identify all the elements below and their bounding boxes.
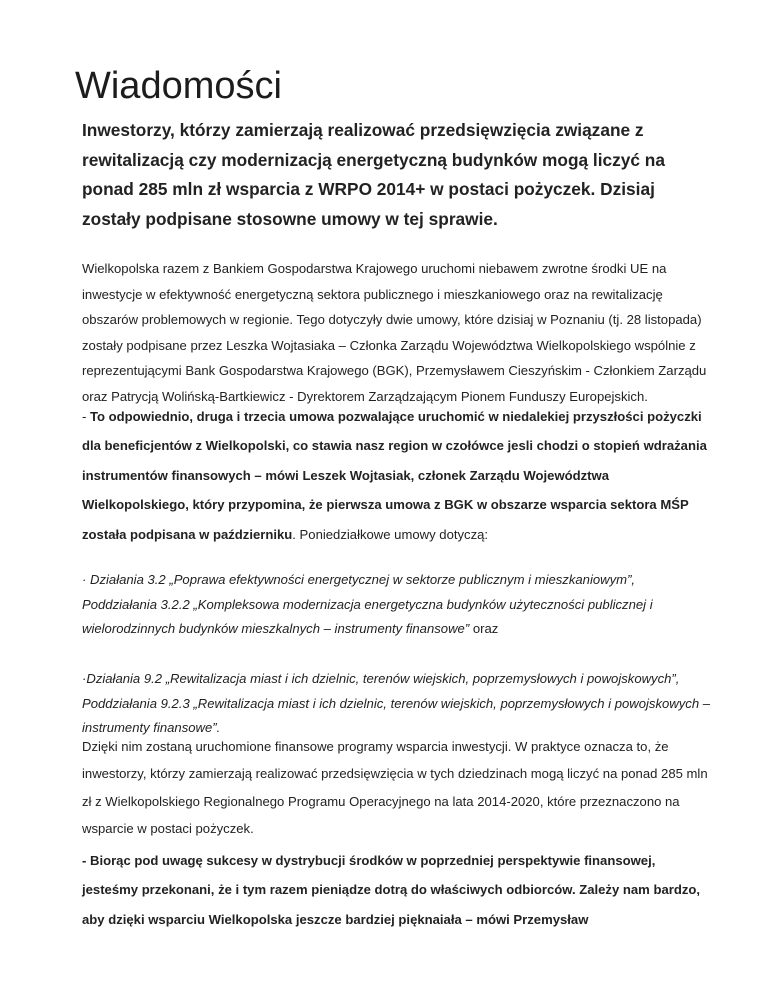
body-paragraph-1: Wielkopolska razem z Bankiem Gospodarstwa Krajowego uruchomi niebawem zwrotne środki UE na inwestycje w efektywność energetyczną sektora publicznego i mieszkaniowego oraz na rewitalizację obszarów problemowych w regionie. Tego dotyczyły dwie umowy, które dzisiaj w Poznaniu (tj. 28 listopada) zostały podpisane przez Leszka Wojtasiaka – Członka Zarządu Województwa Wielkopolskiego wspólnie z reprezentującymi Bank Gospodarstwa Krajowego (BGK), Przemysławem Cieszyńskim - Członkiem Zarządu oraz Patrycją Wolińską-Bartkiewicz - Dyrektorem Zarządzającym Pionem Funduszy Europejskich.	[82, 261, 707, 404]
list-item-tail: oraz	[469, 621, 499, 636]
quote-dash: -	[82, 409, 90, 424]
quote-bold-text-2: - Biorąc pod uwagę sukcesy w dystrybucji środków w poprzedniej perspektywie finansowej, jesteśmy przekonani, że i tym razem pieniądze dotrą do właściwych odbiorców. Zależy nam bardzo, aby dzięki wsparciu Wielkopolska jeszcze bardziej pięknaiała – mówi Przemysław	[82, 853, 701, 927]
list-item-action-9-2: ·Działania 9.2 „Rewitalizacja miast i ich dzielnic, terenów wiejskich, poprzemysłowych i powojskowych”, Poddziałania 9.2.3 „Rewitalizacja miast i ich dzielnic, terenów wiejskich, poprzemysłowych i powojskowych – instrumenty finansowe”.	[82, 671, 711, 735]
quote-bold-text: To odpowiednio, druga i trzecia umowa pozwalające uruchomić w niedalekiej przyszłości pożyczki dla beneficjentów z Wielkopolski, co stawia nasz region w czołówce jesli chodzi o stopień wdrażania instrumentów finansowych – mówi Leszek Wojtasiak, członek Zarządu Województwa Wielkopolskiego, który przypomina, że pierwsza umowa z BGK w obszarze wsparcia sektora MŚP została podpisana w październiku	[82, 409, 707, 542]
quote-tail-text: . Poniedziałkowe umowy dotyczą:	[292, 526, 489, 542]
quote-paragraph-wojtasiak	[82, 402, 712, 549]
list-item-action-3-2	[82, 568, 712, 642]
page-title: Wiadomości	[75, 65, 282, 107]
body-paragraph-2: Dzięki nim zostaną uruchomione finansowe programy wsparcia inwestycji. W praktyce oznacza to, że inwestorzy, którzy zamierzają realizować przedsięwzięcia w tych dziedzinach mogą liczyć na ponad 285 mln zł z Wielkopolskiego Regionalnego Programu Operacyjnego na lata 2014-2020, które przeznaczono na wsparcie w postaci pożyczek.	[82, 739, 708, 836]
list-item-text: · Działania 3.2 „Poprawa efektywności energetycznej w sektorze publicznym i mieszkaniowym”, Poddziałania 3.2.2 „Kompleksowa modernizacja energetyczna budynków użyteczności publicznej i wielorodzinnych budynków mieszkalnych – instrumenty finansowe”	[82, 572, 653, 636]
quote-paragraph-cieszynski	[82, 846, 712, 934]
lead-paragraph: Inwestorzy, którzy zamierzają realizować przedsięwzięcia związane z rewitalizacją czy modernizacją energetyczną budynków mogą liczyć na ponad 285 mln zł wsparcia z WRPO 2014+ w postaci pożyczek. Dzisiaj zostały podpisane stosowne umowy w tej sprawie.	[82, 120, 665, 229]
